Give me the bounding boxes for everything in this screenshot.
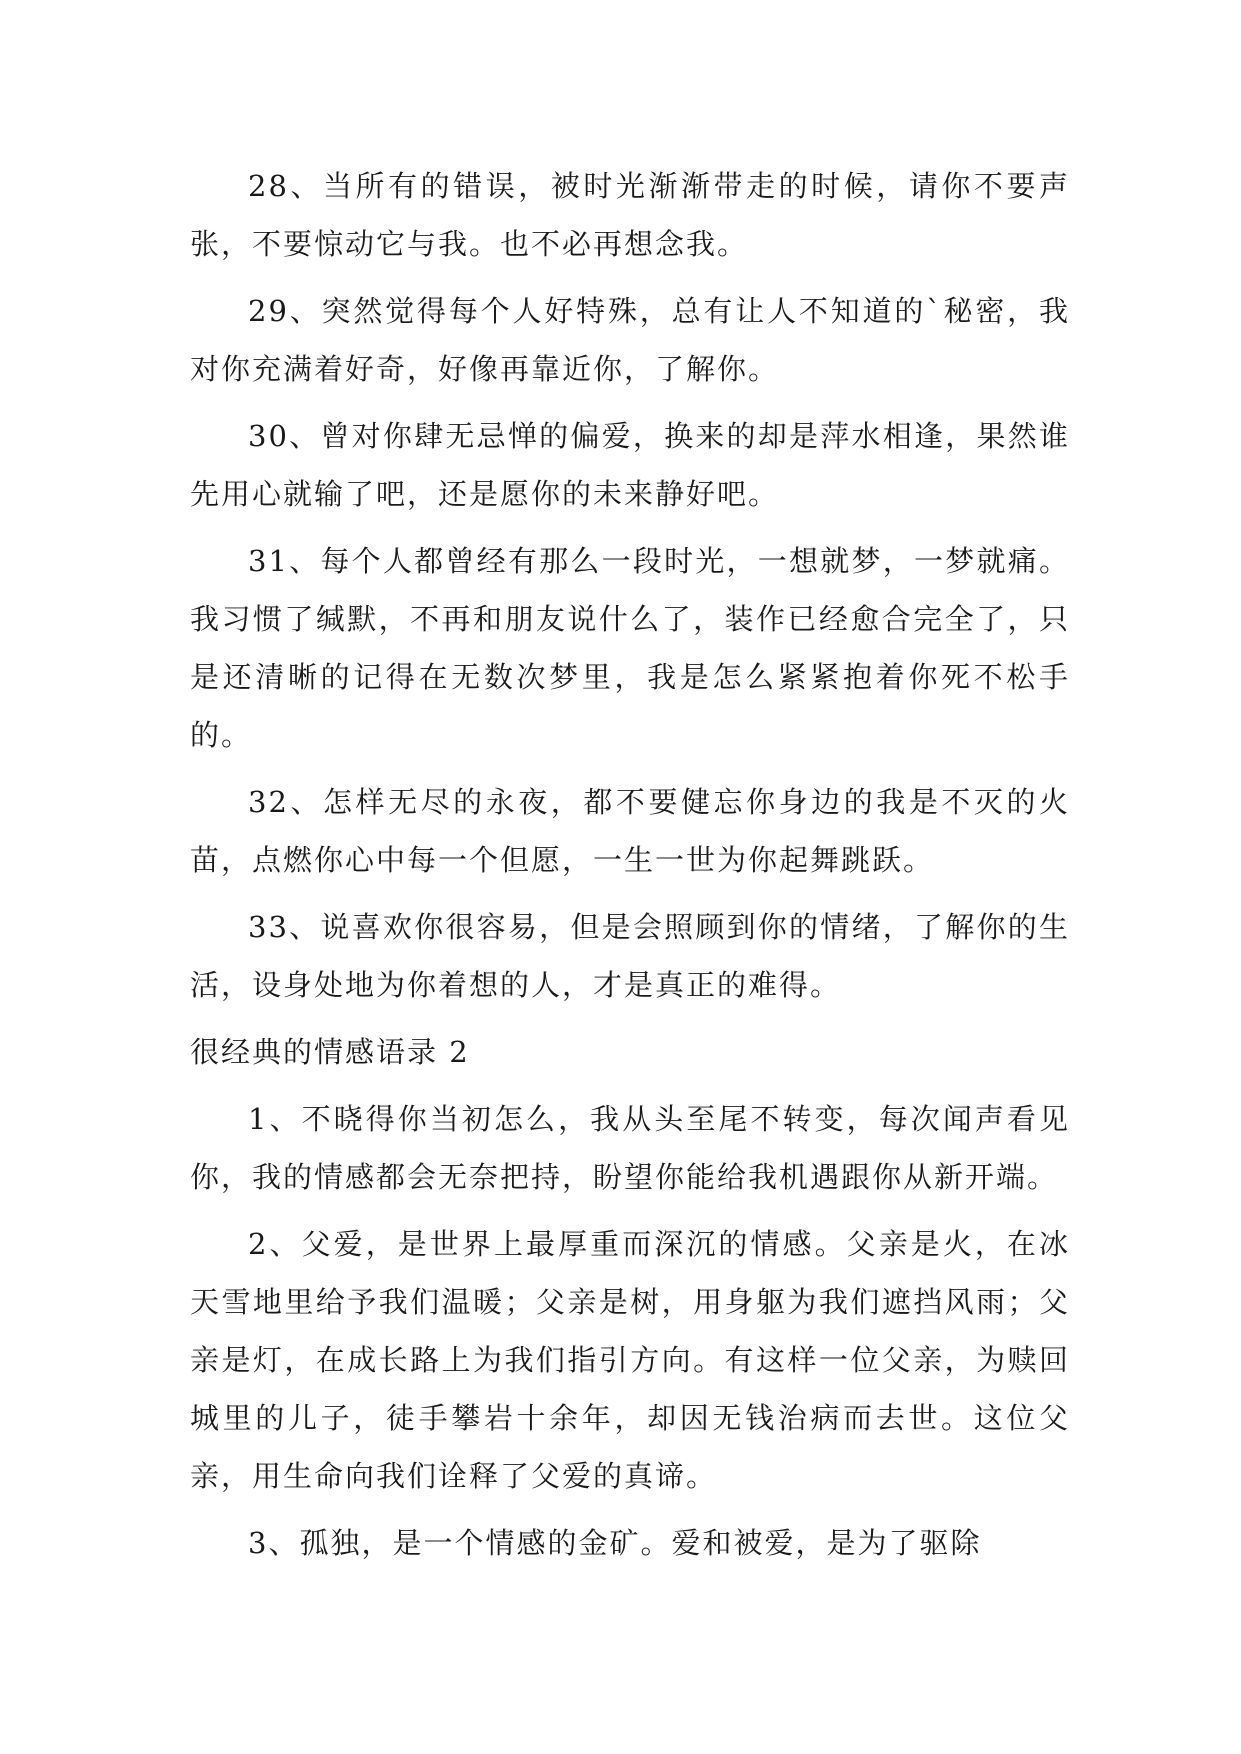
quote-paragraph-31: 31、每个人都曾经有那么一段时光，一想就梦，一梦就痛。我习惯了缄默，不再和朋友说什么了，装作已经愈合完全了，只是还清晰的记得在无数次梦里，我是怎么紧紧抱着你死不松手的。 bbox=[190, 544, 1070, 752]
quote-paragraph-3: 3、孤独，是一个情感的金矿。爱和被爱，是为了驱除 bbox=[248, 1526, 982, 1560]
quote-paragraph-33: 33、说喜欢你很容易，但是会照顾到你的情绪，了解你的生活，设身处地为你着想的人，才是真正的难得。 bbox=[190, 910, 1070, 1002]
section-heading: 很经典的情感语录 2 bbox=[190, 1035, 470, 1069]
quote-paragraph-28: 28、当所有的错误，被时光渐渐带走的时候，请你不要声张，不要惊动它与我。也不必再想念我。 bbox=[190, 169, 1070, 261]
quote-paragraph-30: 30、曾对你肆无忌惮的偏爱，换来的却是萍水相逢，果然谁先用心就输了吧，还是愿你的未来静好吧。 bbox=[190, 419, 1070, 511]
quote-paragraph-29: 29、突然觉得每个人好特殊，总有让人不知道的`秘密，我对你充满着好奇，好像再靠近你，了解你。 bbox=[190, 294, 1070, 386]
quote-paragraph-1: 1、不晓得你当初怎么，我从头至尾不转变，每次闻声看见你，我的情感都会无奈把持，盼望你能给我机遇跟你从新开端。 bbox=[190, 1102, 1070, 1194]
document-body bbox=[190, 157, 1070, 1581]
quote-paragraph-2: 2、父爱，是世界上最厚重而深沉的情感。父亲是火，在冰天雪地里给予我们温暖；父亲是树，用身躯为我们遮挡风雨；父亲是灯，在成长路上为我们指引方向。有这样一位父亲，为赎回城里的儿子，徒手攀岩十余年，却因无钱治病而去世。这位父亲，用生命向我们诠释了父爱的真谛。 bbox=[190, 1227, 1070, 1493]
quote-paragraph-32: 32、怎样无尽的永夜，都不要健忘你身边的我是不灭的火苗，点燃你心中每一个但愿，一生一世为你起舞跳跃。 bbox=[190, 785, 1070, 877]
